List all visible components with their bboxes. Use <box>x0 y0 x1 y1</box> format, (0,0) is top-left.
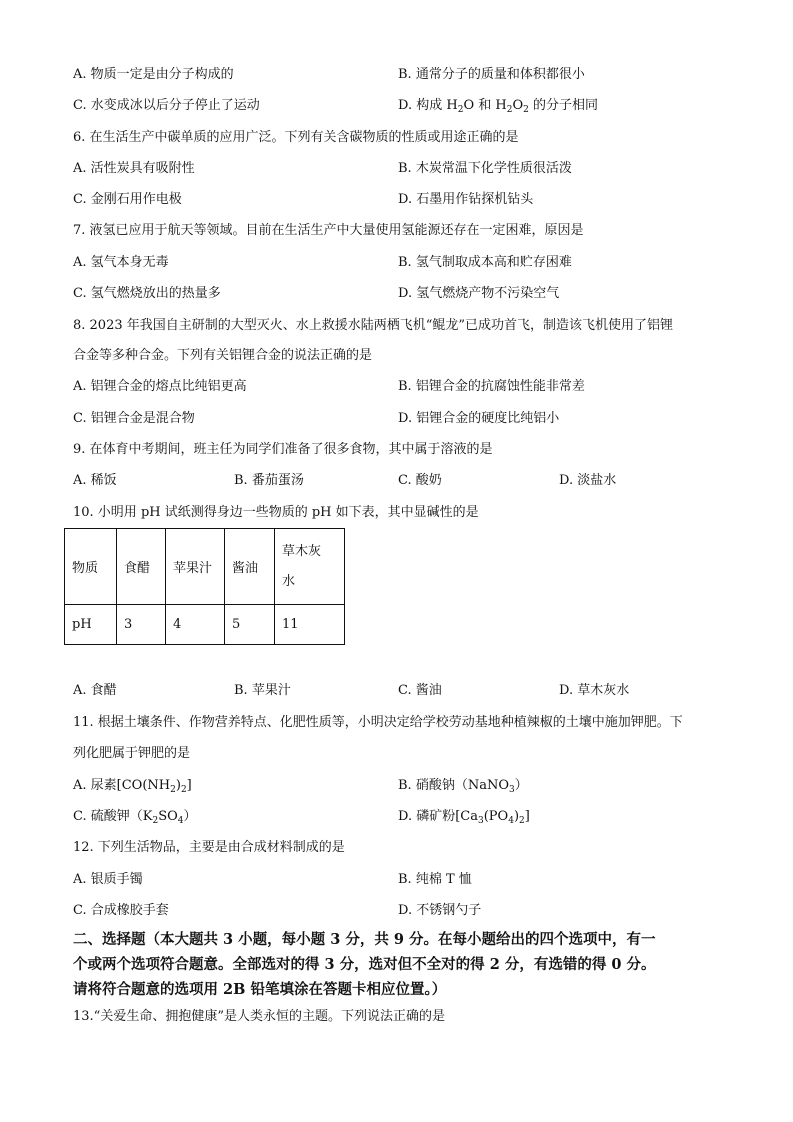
q11-stem-line1: 11. 根据土壤条件、作物营养特点、化肥性质等，小明决定给学校劳动基地种植辣椒的土壤中施加钾肥。下 <box>73 715 683 730</box>
q8-option-d: D. 铝锂合金的硬度比纯铝小 <box>398 411 560 426</box>
table-cell: 物质 <box>65 529 117 605</box>
table-cell: 苹果汁 <box>166 529 225 605</box>
table-cell: 酱油 <box>225 529 275 605</box>
q9-option-a: A. 稀饭 <box>73 473 117 488</box>
q10-option-a: A. 食醋 <box>73 683 117 698</box>
q10-option-c: C. 酱油 <box>398 683 442 698</box>
q12-stem: 12. 下列生活物品，主要是由合成材料制成的是 <box>73 840 345 855</box>
q8-stem-line2: 合金等多种合金。下列有关铝锂合金的说法正确的是 <box>73 348 373 363</box>
q11-option-a: A. 尿素$[CO(NH_2)_2]$ <box>73 778 192 795</box>
table-cell: 11 <box>275 605 345 645</box>
table-cell: 5 <box>225 605 275 645</box>
q6-option-d: D. 石墨用作钻探机钻头 <box>398 192 534 207</box>
q7-stem: 7. 液氢已应用于航天等领域。目前在生活生产中大量使用氢能源还存在一定困难，原因是 <box>73 223 584 238</box>
q6-option-b: B. 木炭常温下化学性质很活泼 <box>398 161 572 176</box>
table-cell: 食醋 <box>117 529 166 605</box>
q11-option-c: C. 硫酸钾$(K_2SO_4)$ <box>73 809 197 826</box>
q12-option-c: C. 合成橡胶手套 <box>73 903 169 918</box>
q8-option-a: A. 铝锂合金的熔点比纯铝更高 <box>73 379 247 394</box>
q8-option-c: C. 铝锂合金是混合物 <box>73 411 195 426</box>
q5-option-d: D. 构成 $H_2O$ 和 $H_2O_2$ 的分子相同 <box>398 98 598 115</box>
q7-option-b: B. 氢气制取成本高和贮存困难 <box>398 255 572 270</box>
q5-option-b: B. 通常分子的质量和体积都很小 <box>398 67 585 82</box>
ph-table <box>64 528 345 645</box>
q9-option-d: D. 淡盐水 <box>559 473 617 488</box>
table-cell: 草木灰 水 <box>275 529 345 605</box>
q6-stem: 6. 在生活生产中碳单质的应用广泛。下列有关含碳物质的性质或用途正确的是 <box>73 130 519 145</box>
q9-stem: 9. 在体育中考期间，班主任为同学们准备了很多食物，其中属于溶液的是 <box>73 442 493 457</box>
q7-option-a: A. 氢气本身无毒 <box>73 255 169 270</box>
section2-heading-line2: 个或两个选项符合题意。全部选对的得 3 分，选对但不全对的得 2 分，有选错的得 0 分。 <box>73 956 656 973</box>
table-cell: 4 <box>166 605 225 645</box>
q10-stem: 10. 小明用 pH 试纸测得身边一些物质的 pH 如下表，其中显碱性的是 <box>73 505 479 520</box>
q8-stem-line1: 8. 2023 年我国自主研制的大型灭火、水上救援水陆两栖飞机“鲲龙”已成功首飞，制造该飞机使用了铝锂 <box>73 318 674 333</box>
q12-option-b: B. 纯棉 T 恤 <box>398 872 472 887</box>
table-cell: 3 <box>117 605 166 645</box>
section2-heading-line3: 请将符合题意的选项用 2B 铅笔填涂在答题卡相应位置。） <box>73 981 447 998</box>
q5-option-c: C. 水变成冰以后分子停止了运动 <box>73 98 260 113</box>
table-cell: pH <box>65 605 117 645</box>
q10-option-d: D. 草木灰水 <box>559 683 630 698</box>
section2-heading-line1: 二、选择题（本大题共 3 小题，每小题 3 分，共 9 分。在每小题给出的四个选项中，有一 <box>73 931 656 948</box>
q12-option-a: A. 银质手镯 <box>73 872 143 887</box>
q12-option-d: D. 不锈钢勺子 <box>398 903 482 918</box>
q6-option-c: C. 金刚石用作电极 <box>73 192 182 207</box>
table-row <box>65 529 345 605</box>
q10-option-b: B. 苹果汁 <box>234 683 291 698</box>
q11-option-d: D. 磷矿粉$[Ca_3(PO_4)_2]$ <box>398 809 530 826</box>
table-row <box>65 605 345 645</box>
q9-option-b: B. 番茄蛋汤 <box>234 473 304 488</box>
q11-stem-line2: 列化肥属于钾肥的是 <box>73 746 191 761</box>
q8-option-b: B. 铝锂合金的抗腐蚀性能非常差 <box>398 379 585 394</box>
q6-option-a: A. 活性炭具有吸附性 <box>73 161 195 176</box>
q5-option-a: A. 物质一定是由分子构成的 <box>73 67 234 82</box>
q7-option-d: D. 氢气燃烧产物不污染空气 <box>398 286 560 301</box>
q7-option-c: C. 氢气燃烧放出的热量多 <box>73 286 221 301</box>
q9-option-c: C. 酸奶 <box>398 473 442 488</box>
q13-stem: 13.“关爱生命、拥抱健康”是人类永恒的主题。下列说法正确的是 <box>73 1009 445 1024</box>
q11-option-b: B. 硝酸钠（NaNO$_3$） <box>398 778 528 795</box>
